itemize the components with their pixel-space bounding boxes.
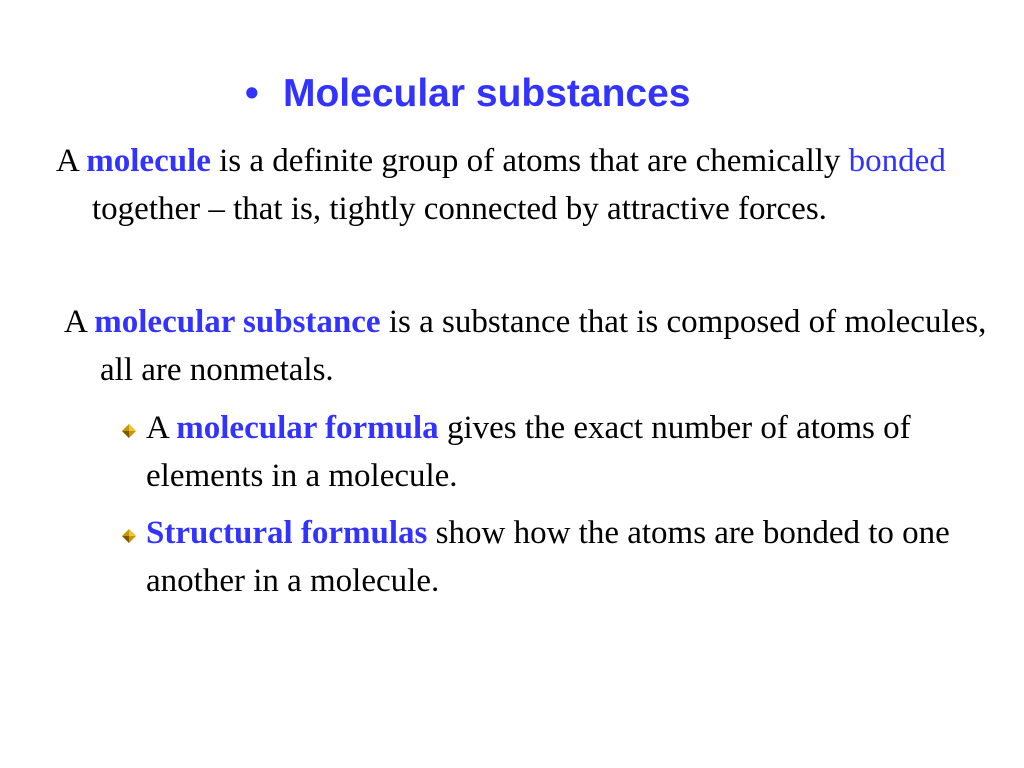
para1-prefix: A: [56, 143, 87, 179]
sub1-prefix: A: [146, 410, 177, 446]
paragraph-molecular-substance: [64, 298, 990, 394]
title-bullet: •: [245, 72, 259, 115]
term-structural-formulas: Structural formulas: [146, 515, 428, 551]
para1-mid: is a definite group of atoms that are chemically: [210, 143, 849, 179]
diamond-bullet-icon: [122, 529, 136, 543]
diamond-bullet-icon: [122, 424, 136, 438]
term-molecular-substance: molecular substance: [94, 304, 381, 340]
sub2-suffix: show how the atoms are bonded to one another in a molecule.: [146, 515, 950, 599]
para2-suffix: is a substance that is composed of molecules, all are nonmetals.: [100, 304, 987, 388]
sub-bullet-molecular-formula: [146, 404, 986, 500]
para2-prefix: A: [64, 304, 95, 340]
paragraph-molecule: [56, 137, 982, 233]
title-text: Molecular substances: [283, 72, 691, 115]
sub-bullet-structural-formulas: [146, 509, 986, 605]
sub1-suffix: gives the exact number of atoms of elements in a molecule.: [146, 410, 911, 494]
term-molecule: molecule: [86, 143, 211, 179]
para1-suffix: together – that is, tightly connected by attractive forces.: [92, 191, 827, 227]
slide-title: [245, 70, 845, 118]
term-bonded: bonded: [848, 143, 946, 179]
term-molecular-formula: molecular formula: [176, 410, 439, 446]
